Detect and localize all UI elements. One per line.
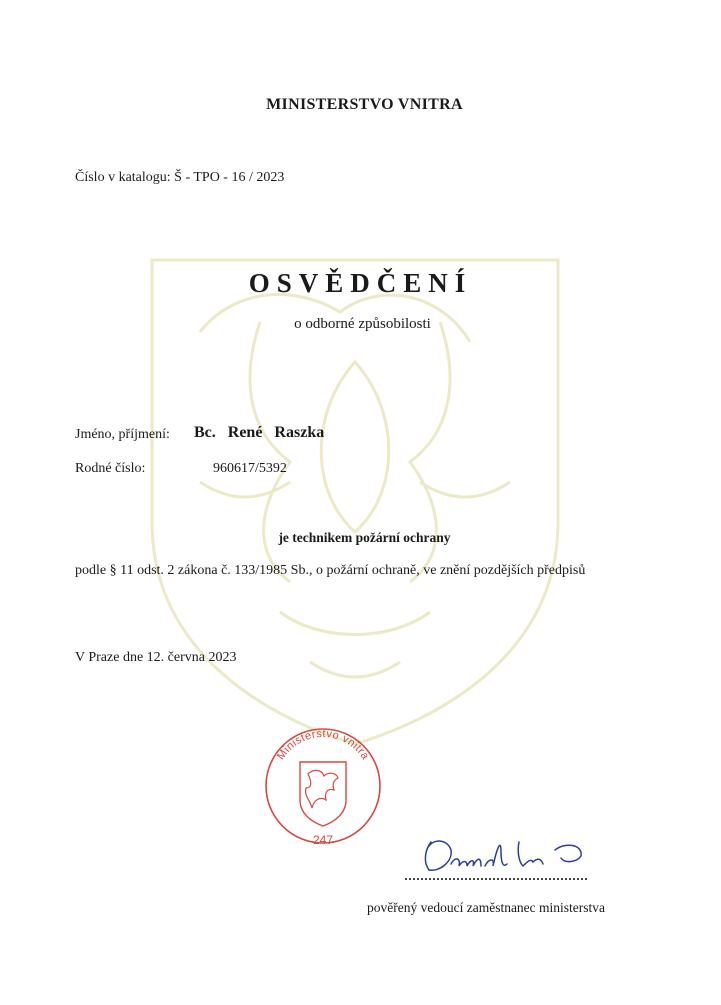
birth-number-label: Rodné číslo: — [75, 461, 146, 476]
qualification-statement: je technikem požární ochrany — [278, 530, 451, 545]
signer-title: pověřený vedoucí zaměstnanec ministerstva — [367, 900, 606, 915]
stamp-number: 247 — [312, 833, 334, 847]
signature-line — [405, 878, 587, 880]
certificate-subtitle: o odborné způsobilosti — [294, 316, 431, 332]
certificate-title: OSVĚDČENÍ — [248, 268, 473, 298]
ministry-heading: MINISTERSTVO VNITRA — [266, 96, 463, 113]
place-and-date: V Praze dne 12. června 2023 — [75, 650, 237, 665]
legal-basis: podle § 11 odst. 2 zákona č. 133/1985 Sb., o požární ochraně, ve znění pozdějších předpisů — [75, 563, 586, 578]
birth-number-value: 960617/5392 — [213, 461, 287, 476]
svg-text:Ministerstvo vnitra — [275, 728, 372, 762]
stamp-text: Ministerstvo vnitra — [274, 727, 372, 763]
signature-icon — [415, 828, 595, 880]
catalog-number: Číslo v katalogu: Š - TPO - 16 / 2023 — [75, 170, 285, 185]
name-label: Jméno, příjmení: — [75, 427, 170, 442]
name-value: Bc. René Raszka — [194, 424, 325, 441]
ministry-stamp-icon — [262, 722, 384, 850]
